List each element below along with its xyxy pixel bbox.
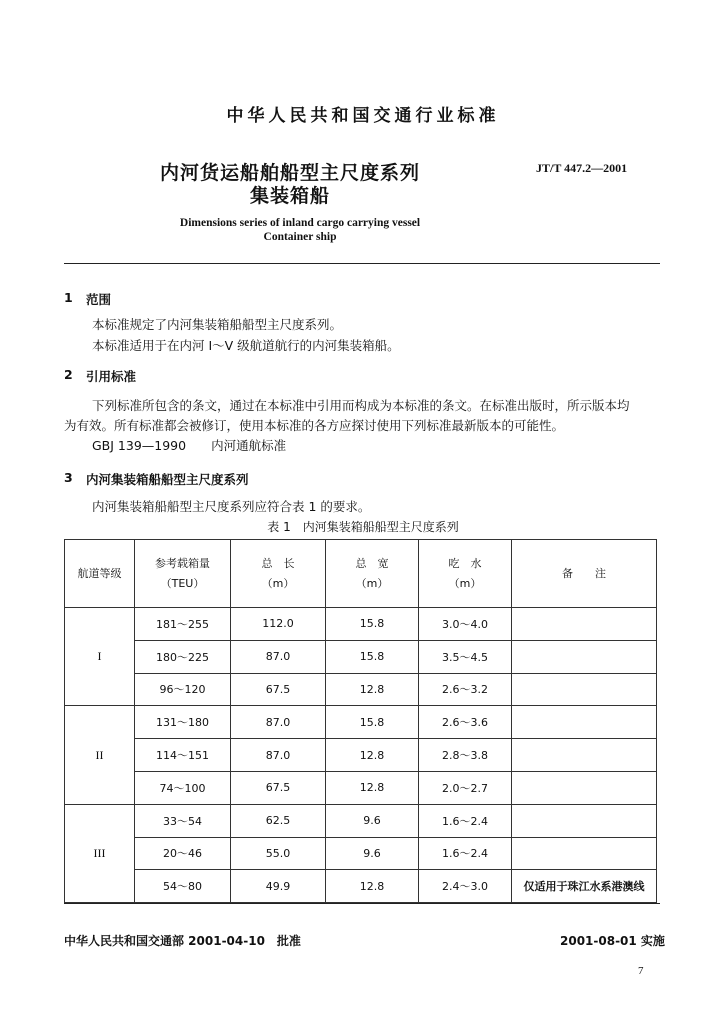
issuer-header: 中华人民共和国交通行业标准 <box>226 106 500 126</box>
beam-cell: 12.8 <box>326 771 419 804</box>
header-length-label: 总 长 <box>261 556 295 570</box>
table-row <box>65 673 657 706</box>
note-cell <box>512 640 657 673</box>
document-subtitle: 集装箱船 <box>249 185 330 207</box>
draft-cell: 1.6～2.4 <box>419 837 512 870</box>
english-subtitle: Container ship <box>263 231 337 243</box>
document-title: 内河货运船舶船型主尺度系列 <box>159 162 420 184</box>
header-rule <box>64 263 660 264</box>
draft-cell: 2.0～2.7 <box>419 771 512 804</box>
grade-cell: I <box>65 608 135 706</box>
english-title: Dimensions series of inland cargo carrying vessel <box>179 217 421 229</box>
table-row <box>65 837 657 870</box>
draft-cell: 2.4～3.0 <box>419 870 512 903</box>
teu-cell: 131～180 <box>135 706 231 739</box>
beam-cell: 15.8 <box>326 640 419 673</box>
section-2-para-1: 下列标准所包含的条文，通过在本标准中引用而构成为本标准的条文。在标准出版时，所示版本均 <box>92 398 630 413</box>
section-2-reference: GBJ 139—1990 内河通航标准 <box>92 438 287 453</box>
section-1-heading: 范围 <box>86 292 112 307</box>
length-cell: 87.0 <box>231 739 326 772</box>
length-cell: 87.0 <box>231 706 326 739</box>
section-1-para-2: 本标准适用于在内河 I～V 级航道航行的内河集装箱船。 <box>92 338 400 353</box>
draft-cell: 3.5～4.5 <box>419 640 512 673</box>
header-beam <box>326 540 419 608</box>
page-number: 7 <box>638 965 644 977</box>
teu-cell: 74～100 <box>135 771 231 804</box>
note-cell <box>512 739 657 772</box>
length-cell: 87.0 <box>231 640 326 673</box>
table-row <box>65 771 657 804</box>
implementation-date: 2001-08-01 实施 <box>560 934 665 948</box>
beam-cell: 15.8 <box>326 608 419 641</box>
draft-cell: 2.6～3.2 <box>419 673 512 706</box>
teu-cell: 33～54 <box>135 804 231 837</box>
header-grade: 航道等级 <box>65 540 135 608</box>
header-length <box>231 540 326 608</box>
teu-cell: 181～255 <box>135 608 231 641</box>
section-2-heading: 引用标准 <box>86 369 137 384</box>
header-teu <box>135 540 231 608</box>
note-cell <box>512 771 657 804</box>
beam-cell: 9.6 <box>326 804 419 837</box>
draft-cell: 1.6～2.4 <box>419 804 512 837</box>
header-teu-unit: （TEU） <box>160 576 205 590</box>
header-length-unit: （m） <box>261 576 295 590</box>
section-2-number: 2 <box>64 367 73 382</box>
note-cell <box>512 837 657 870</box>
table-caption: 表 1 内河集装箱船船型主尺度系列 <box>267 520 459 534</box>
header-draft-unit: （m） <box>448 576 482 590</box>
note-cell <box>512 804 657 837</box>
section-1-number: 1 <box>64 290 73 305</box>
header-draft <box>419 540 512 608</box>
table-row <box>65 640 657 673</box>
teu-cell: 180～225 <box>135 640 231 673</box>
beam-cell: 12.8 <box>326 673 419 706</box>
grade-cell: II <box>65 706 135 804</box>
length-cell: 67.5 <box>231 771 326 804</box>
section-3-heading: 内河集装箱船船型主尺度系列 <box>86 472 249 487</box>
grade-cell: III <box>65 804 135 902</box>
draft-cell: 2.6～3.6 <box>419 706 512 739</box>
approval-line: 中华人民共和国交通部 2001-04-10 批准 <box>64 934 301 948</box>
section-1-para-1: 本标准规定了内河集装箱船船型主尺度系列。 <box>92 317 343 332</box>
beam-cell: 15.8 <box>326 706 419 739</box>
beam-cell: 9.6 <box>326 837 419 870</box>
length-cell: 55.0 <box>231 837 326 870</box>
length-cell: 62.5 <box>231 804 326 837</box>
note-cell: 仅适用于珠江水系港澳线 <box>512 870 657 903</box>
header-draft-label: 吃 水 <box>448 556 482 570</box>
dimensions-table <box>64 539 657 903</box>
teu-cell: 114～151 <box>135 739 231 772</box>
length-cell: 49.9 <box>231 870 326 903</box>
header-beam-unit: （m） <box>355 576 389 590</box>
teu-cell: 96～120 <box>135 673 231 706</box>
footer-rule <box>64 903 660 904</box>
teu-cell: 54～80 <box>135 870 231 903</box>
length-cell: 67.5 <box>231 673 326 706</box>
teu-cell: 20～46 <box>135 837 231 870</box>
header-beam-label: 总 宽 <box>355 556 389 570</box>
table-row <box>65 706 657 739</box>
section-3-number: 3 <box>64 470 73 485</box>
section-2-para-2: 为有效。所有标准都会被修订，使用本标准的各方应探讨使用下列标准最新版本的可能性。 <box>64 418 565 433</box>
beam-cell: 12.8 <box>326 870 419 903</box>
header-remarks: 备 注 <box>512 540 657 608</box>
note-cell <box>512 608 657 641</box>
section-3-para-1: 内河集装箱船船型主尺度系列应符合表 1 的要求。 <box>92 499 371 514</box>
table-row <box>65 608 657 641</box>
table-row <box>65 804 657 837</box>
draft-cell: 3.0～4.0 <box>419 608 512 641</box>
standard-code: JT/T 447.2—2001 <box>536 161 628 175</box>
beam-cell: 12.8 <box>326 739 419 772</box>
table-row <box>65 739 657 772</box>
note-cell <box>512 706 657 739</box>
note-cell <box>512 673 657 706</box>
table-header-row <box>65 540 657 608</box>
draft-cell: 2.8～3.8 <box>419 739 512 772</box>
table-row <box>65 870 657 903</box>
length-cell: 112.0 <box>231 608 326 641</box>
header-teu-label: 参考载箱量 <box>155 556 210 570</box>
